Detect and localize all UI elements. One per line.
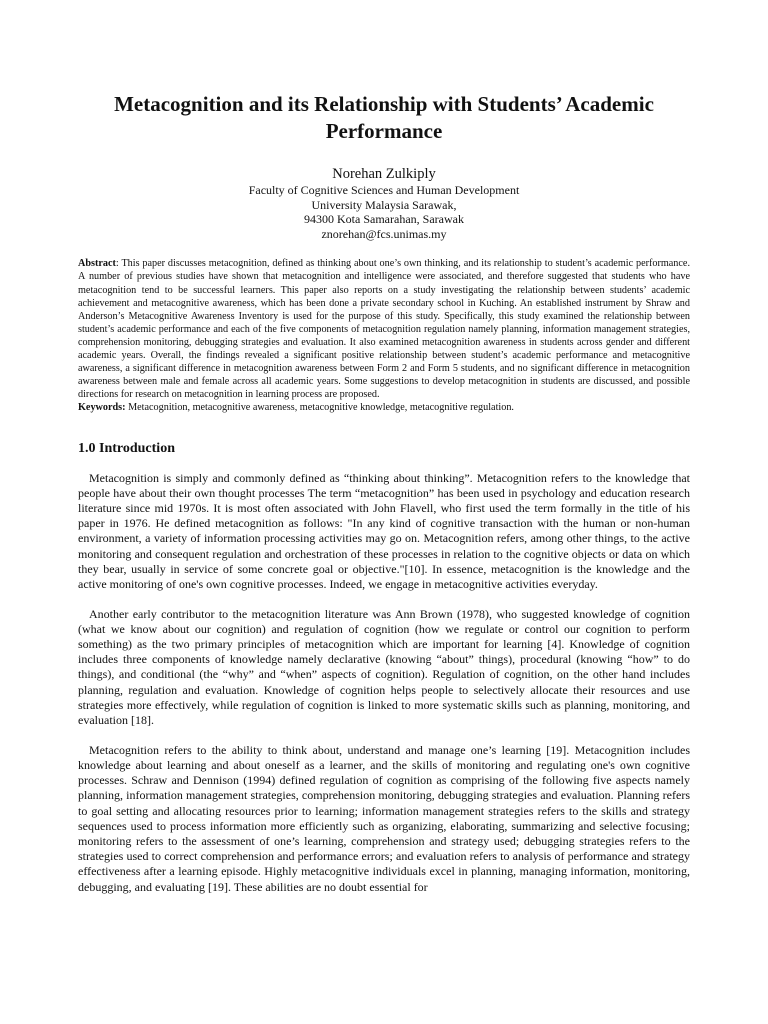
affiliation-address: 94300 Kota Samarahan, Sarawak — [304, 212, 464, 227]
abstract-label: Abstract — [78, 258, 116, 270]
body-paragraph: Metacognition refers to the ability to think about, understand and manage one’s learning [19]. Metacognition includes knowledge about learning and about oneself as a learner, and the skills of monitoring and regulating one's own cognitive processes. Schraw and Dennison (1994) defined regulation of cognition as comprising of the following five aspects namely planning, information management strategies, comprehension monitoring, debugging strategies and evaluation. Planning refers to goal setting and allocating resources prior to learning; information management strategies refers to the skills and strategy sequences used to process information more efficiently such as organizing, elaborating, summarizing and selective focusing; monitoring refers to the assessment of one’s learning, comprehension and strategy used; debugging strategies refers to the strategies used to correct comprehension and performance errors; and evaluation refers to analysis of performance and strategy effectiveness after a learning episode. Highly metacognitive individuals excel in planning, managing information, monitoring, debugging, and evaluating [19]. These abilities are no doubt essential for — [78, 742, 690, 894]
body-paragraph: Another early contributor to the metacognition literature was Ann Brown (1978), who suggested knowledge of cognition (what we know about our cognition) and regulation of cognition (how we regulate or control our cognition to perform something) as the two primary principles of metacognition which are important for learning [4]. Knowledge of cognition includes three components of knowledge namely declarative (knowing “about” things), procedural (knowing “how” to do things), and conditional (the “why” and “when” aspects of cognition). Regulation of cognition, on the other hand includes planning, regulation and evaluation. Knowledge of cognition helps people to selectively allocate their resources and use strategies more effectively, while regulation of cognition is linked to more systematic skills such as planning, monitoring, and evaluation [18]. — [78, 606, 690, 728]
affiliation-faculty: Faculty of Cognitive Sciences and Human Development — [248, 183, 520, 197]
author-email: znorehan@fcs.unimas.my — [321, 226, 447, 241]
keywords-text: Metacognition, metacognitive awareness, metacognitive knowledge, metacognitive regulation. — [125, 402, 514, 414]
keywords — [78, 401, 690, 414]
author-name: Norehan Zulkiply — [332, 166, 436, 182]
paper-title: Metacognition and its Relationship with Students’ Academic Performance — [114, 92, 654, 143]
affiliation-university: University Malaysia Sarawak, — [311, 197, 457, 212]
abstract-text: : This paper discusses metacognition, defined as thinking about one’s own thinking, and its relationship to student’s academic performance. A number of previous studies have shown that metacognition and intelligence were associated, and therefore suggested that students who have metacognition tend to be successful learners. This paper also reports on a study investigating the relationship between students’ academic achievement and metacognitive awareness, which has been done a private secondary school in Kuching. An established instrument by Shraw and Anderson’s Metacognitive Awareness Inventory is used for the purpose of this study. Specifically, this study examined the relationship between student’s academic performance and each of the five components of metacognition regulation namely planning, information management strategies, comprehension monitoring, debugging strategies and evaluation. It also examined metacognition awareness in students across gender and different academic years. Overall, the findings revealed a significant positive relationship between student’s academic performance and metacognitive awareness, a significant difference in metacognition awareness between Form 2 and Form 5 students, and no significant difference in metacognition awareness between male and female across all academic years. Some suggestions to develop metacognition in students are discussed, and possible directions for research on metacognition in learning process are proposed. — [78, 258, 690, 401]
keywords-label: Keywords: — [78, 402, 126, 414]
body-paragraph: Metacognition is simply and commonly defined as “thinking about thinking”. Metacognition refers to the knowledge that people have about their own thought processes The term “metacognition” has been used in psychology and education research literature since mid 1970s. It is most often associated with John Flavell, who first used the term formally in the title of his paper in 1976. He defined metacognition as follows: "In any kind of cognitive transaction with the human or non-human environment, a variety of information processing activities may go on. Metacognition refers, among other things, to the active monitoring and consequent regulation and orchestration of these processes in relation to the cognitive objects or data on which they bear, usually in service of some concrete goal or objective."[10]. In essence, metacognition is the knowledge and the active monitoring of one's own cognitive processes. Indeed, we engage in metacognitive activities everyday. — [78, 470, 690, 591]
section-heading-introduction: 1.0 Introduction — [78, 440, 175, 456]
abstract — [78, 257, 690, 401]
